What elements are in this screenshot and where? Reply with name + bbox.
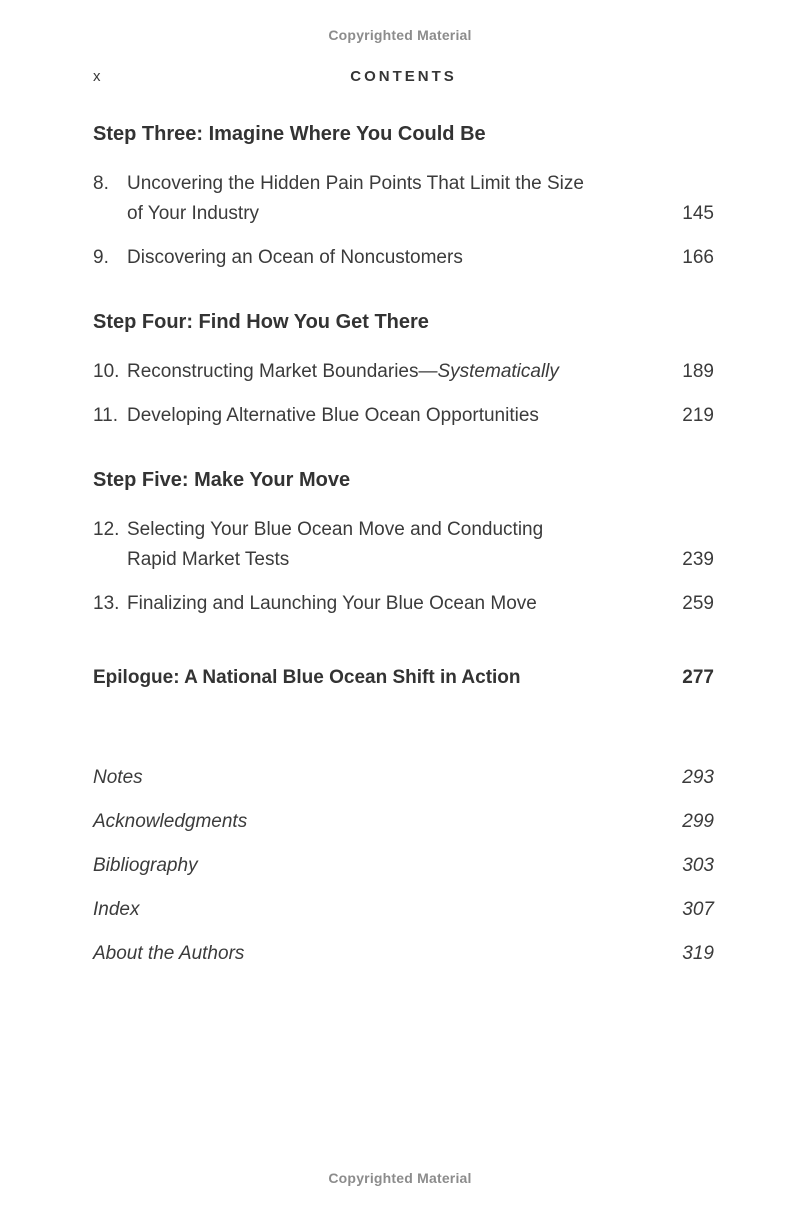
chapter-title: Uncovering the Hidden Pain Points That Limit the Size of Your Industry — [127, 173, 584, 224]
toc-entry — [93, 589, 714, 619]
chapter-title — [127, 357, 559, 387]
section-heading: Step Five: Make Your Move — [93, 469, 351, 491]
page-ref: 189 — [682, 361, 714, 382]
back-matter-title: Notes — [93, 767, 143, 788]
section-heading: Step Four: Find How You Get There — [93, 311, 429, 333]
toc-entry-epilogue — [93, 663, 714, 693]
chapter-title: Developing Alternative Blue Ocean Opportunities — [127, 405, 539, 426]
chapter-number: 12. — [93, 519, 120, 540]
page-ref: 166 — [682, 247, 714, 268]
page-ref: 145 — [682, 203, 714, 224]
toc-entry — [93, 851, 714, 881]
toc-entry — [93, 401, 714, 431]
toc-entry — [93, 895, 714, 925]
back-matter-title: About the Authors — [93, 943, 245, 964]
chapter-title-text: Reconstructing Market Boundaries— — [127, 361, 438, 382]
chapter-number: 13. — [93, 593, 120, 614]
toc-entry — [93, 763, 714, 793]
back-matter-title: Index — [93, 899, 140, 920]
chapter-title: Finalizing and Launching Your Blue Ocean Move — [127, 593, 537, 614]
page-ref: 303 — [682, 855, 714, 876]
toc-back-matter — [93, 763, 714, 969]
running-head-contents: CONTENTS — [350, 68, 457, 85]
toc-entry — [93, 243, 714, 273]
copyright-notice-top: Copyrighted Material — [328, 27, 472, 43]
copyright-notice-bottom: Copyrighted Material — [328, 1170, 472, 1186]
page-ref: 299 — [682, 811, 714, 832]
folio-page-number: x — [93, 68, 101, 85]
page-ref: 277 — [682, 667, 714, 688]
back-matter-title: Bibliography — [93, 855, 198, 876]
toc-entry — [93, 807, 714, 837]
chapter-title-italic: Systematically — [437, 361, 559, 382]
chapter-title: Discovering an Ocean of Noncustomers — [127, 247, 463, 268]
toc-entry — [93, 515, 714, 575]
page-ref: 239 — [682, 549, 714, 570]
page-ref: 319 — [682, 943, 714, 964]
chapter-title: Selecting Your Blue Ocean Move and Conducting Rapid Market Tests — [127, 519, 544, 570]
page-ref: 259 — [682, 593, 714, 614]
back-matter-title: Acknowledgments — [93, 811, 248, 832]
page-ref: 307 — [682, 899, 714, 920]
toc-section-step-five — [93, 467, 714, 619]
toc-entry — [93, 939, 714, 969]
toc-entry — [93, 169, 714, 229]
section-heading: Step Three: Imagine Where You Could Be — [93, 123, 486, 145]
page-header — [93, 68, 714, 88]
chapter-number: 8. — [93, 173, 109, 194]
chapter-number: 11. — [93, 405, 119, 426]
toc-entry — [93, 357, 714, 387]
page-ref: 219 — [682, 405, 714, 426]
epilogue-title: Epilogue: A National Blue Ocean Shift in Action — [93, 667, 521, 688]
toc-section-step-three — [93, 121, 714, 273]
chapter-number: 9. — [93, 247, 109, 268]
toc-section-step-four — [93, 309, 714, 431]
page-ref: 293 — [682, 767, 714, 788]
chapter-number: 10. — [93, 361, 120, 382]
